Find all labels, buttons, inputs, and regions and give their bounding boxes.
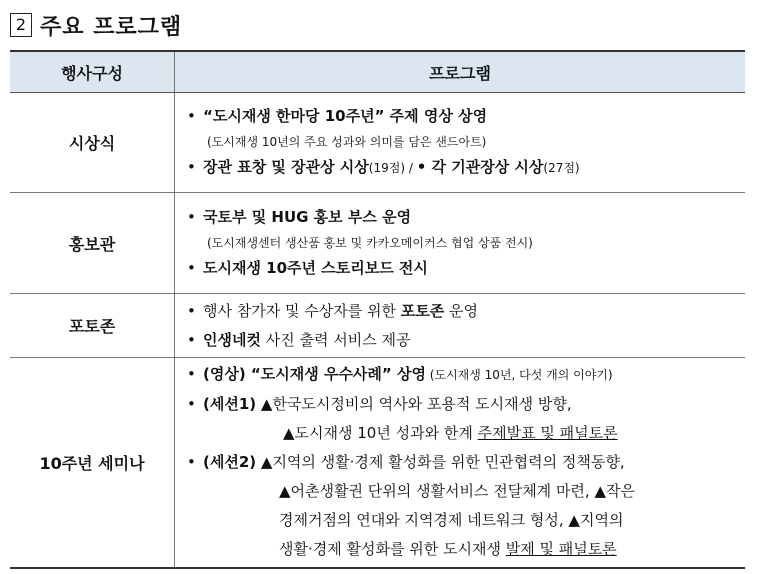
program-text: (도시재생 10년의 주요 성과와 의미를 담은 샌드아트) — [207, 135, 487, 149]
program-line — [187, 131, 737, 153]
program-line — [187, 360, 737, 390]
table-row — [10, 358, 745, 568]
bullet-icon: • — [187, 395, 196, 414]
bullet-icon: • — [187, 453, 196, 472]
program-text: (영상) “도시재생 우수사례” 상영 — [203, 365, 426, 384]
table-row — [10, 294, 745, 358]
program-text: 국토부 및 HUG 홍보 부스 운영 — [203, 208, 412, 226]
program-text: ▲어촌생활권 단위의 생활서비스 전달체계 마련, ▲작은 — [279, 482, 635, 501]
program-line — [187, 390, 737, 419]
program-text: (27점) — [543, 161, 580, 175]
program-text: ▲한국도시정비의 역사와 포용적 도시재생 방향, — [256, 395, 572, 414]
program-text: ▲지역의 생활·경제 활성화를 위한 민관협력의 정책동향, — [256, 453, 625, 472]
program-line — [187, 326, 737, 355]
section-title — [10, 8, 182, 42]
bullet-icon: • — [187, 259, 196, 277]
program-line — [187, 102, 737, 131]
program-text: 인생네컷 — [203, 330, 261, 349]
program-text: 포토존 — [400, 301, 445, 320]
bullet-icon: • — [187, 330, 196, 349]
program-text: 생활·경제 활성화를 위한 도시재생 — [279, 540, 506, 559]
program-text: (세션1) — [203, 395, 257, 414]
program-line — [187, 254, 737, 283]
table-row — [10, 193, 745, 294]
program-cell — [175, 93, 746, 193]
program-line — [187, 448, 737, 477]
program-line — [187, 477, 737, 506]
program-cell — [175, 358, 746, 568]
session2-paragraph — [187, 448, 737, 564]
program-line — [187, 153, 737, 183]
category-cell: 시상식 — [10, 93, 175, 193]
table-row — [10, 93, 745, 193]
program-line — [187, 203, 737, 232]
section-title-text: 주요 프로그램 — [40, 14, 183, 40]
program-line — [187, 419, 737, 448]
program-text: (19점) / — [368, 161, 417, 175]
program-text: 사진 출력 서비스 제공 — [260, 330, 411, 349]
program-line — [187, 232, 737, 254]
table-header-row — [10, 51, 745, 93]
program-text: ▲도시재생 10년 성과와 한계 — [283, 424, 478, 443]
bullet-icon: • — [187, 365, 196, 384]
program-text: “도시재생 한마당 10주년” 주제 영상 상영 — [203, 107, 488, 125]
program-text: (도시재생센터 생산품 홍보 및 카카오메이커스 협업 상품 전시) — [207, 236, 533, 250]
program-text: 운영 — [444, 301, 478, 320]
bullet-icon: • — [187, 107, 196, 125]
program-text: (도시재생 10년, 다섯 개의 이야기) — [425, 368, 613, 383]
program-text: (세션2) — [203, 453, 257, 472]
section-number-box: 2 — [10, 13, 32, 37]
program-table — [10, 50, 745, 569]
header-program: 프로그램 — [175, 51, 746, 93]
program-cell — [175, 193, 746, 294]
program-text: 발제 및 패널토론 — [505, 540, 617, 559]
program-line — [187, 297, 737, 326]
program-text: 장관 표창 및 장관상 시상 — [203, 158, 369, 176]
category-cell: 10주년 세미나 — [10, 358, 175, 568]
category-cell: 포토존 — [10, 294, 175, 358]
program-line — [187, 506, 737, 535]
bullet-icon: • — [187, 158, 196, 176]
program-text: 경제거점의 연대와 지역경제 네트워크 형성, ▲지역의 — [279, 511, 624, 530]
program-text: 도시재생 10주년 스토리보드 전시 — [203, 259, 428, 277]
category-cell: 홍보관 — [10, 193, 175, 294]
header-category: 행사구성 — [10, 51, 175, 93]
program-text: • 각 기관장상 시상 — [416, 158, 544, 176]
program-line — [187, 535, 737, 564]
program-text: 주제발표 및 패널토론 — [477, 424, 618, 443]
program-text: 행사 참가자 및 수상자를 위한 — [203, 301, 401, 320]
bullet-icon: • — [187, 301, 196, 320]
bullet-icon: • — [187, 208, 196, 226]
program-cell — [175, 294, 746, 358]
